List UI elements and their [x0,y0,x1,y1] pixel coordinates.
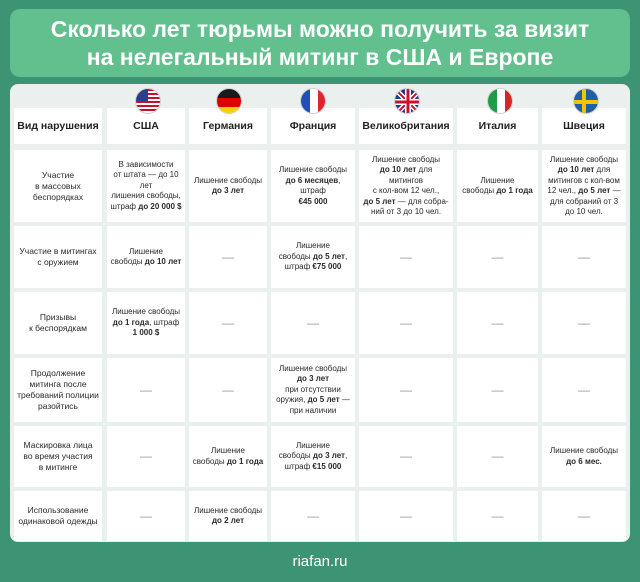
cell-text-line: митинга после [29,379,87,389]
penalty-cell [457,150,538,222]
cell-text-line: Лишение свободы [549,446,619,455]
empty-cell: — [189,292,267,354]
cell-text-line: Продолжение [30,368,86,378]
row-label [14,226,102,288]
empty-cell: — [457,292,538,354]
cell-text-line: штраф до 20 000 $ [110,201,182,211]
row-label [14,292,102,354]
sweden-flag-icon [573,88,599,114]
cell-text-line: свободы до 10 лет [110,257,182,266]
penalty-cell [189,150,267,222]
cell-text-line: Участие в митингах [19,246,97,256]
title-line-1: Сколько лет тюрьмы можно получить за визит [50,16,590,42]
uk-flag-icon [394,88,420,114]
cell-text-line: разойтись [38,401,78,411]
penalty-cell [107,226,185,288]
empty-cell: — [271,292,355,354]
cell-text-line: до 6 месяцев, штраф [285,175,341,195]
cell-text-line: свободы до 3 лет, [278,451,348,461]
source-footer: riafan.ru [292,553,348,570]
row-label [14,426,102,487]
header-country: Великобритания [359,108,453,144]
cell-text-line: Маскировка лица [23,440,93,450]
cell-text-line: с кол-вом 12 чел., [372,186,440,195]
cell-text-line: с оружием [37,257,79,267]
cell-text-line: в массовых [35,180,81,191]
penalty-cell [189,491,267,541]
cell-text-line: 1 000 $ [132,328,160,338]
empty-cell: — [542,491,626,541]
cell-text-line: Призывы [39,312,77,322]
empty-cell: — [107,426,185,487]
cell-text-line: требований полиции [17,390,99,400]
cell-text-line: до 6 мес. [566,456,602,466]
cell-text-line: до 10 лет для митингов [379,165,433,185]
cell-text-line: для собраний от 3 [549,196,619,206]
empty-cell: — [542,358,626,422]
cell-text-line: до 3 лет [296,374,330,384]
empty-cell: — [271,491,355,541]
cell-text-line: до 3 лет [211,186,245,195]
penalty-cell [107,292,185,354]
cell-text-line: Лишение свободы [549,154,619,164]
empty-cell: — [359,292,453,354]
france-flag-icon [300,88,326,114]
cell-text-line: от штата — до 10 лет [113,170,179,190]
cell-text-line: во время участия [23,451,93,461]
cell-text-line: Участие [41,169,75,180]
empty-cell: — [359,491,453,541]
cell-text-line: Лишение свободы [111,307,181,317]
cell-text-line: Лишение свободы [278,165,348,174]
cell-text-line: до 2 лет [211,516,245,525]
cell-text-line: Лишение [480,175,515,185]
cell-text-line: Лишение свободы [278,363,348,373]
cell-text-line: до 10 чел. [565,207,603,216]
cell-text-line: В зависимости [118,159,174,169]
cell-text-line: штраф €15 000 [284,461,342,471]
cell-text-line: Лишение [296,241,330,251]
title-line-2: на нелегальный митинг в США и Европе [86,44,554,70]
cell-text-line: Лишение свободы [193,505,263,515]
cell-text-line: в митинге [38,462,78,472]
empty-cell: — [359,226,453,288]
penalty-cell [542,426,626,487]
empty-cell: — [542,226,626,288]
empty-cell: — [359,426,453,487]
empty-cell: — [359,358,453,422]
header-country: Италия [457,108,538,144]
empty-cell: — [457,426,538,487]
us-flag-icon [135,88,161,114]
header-country: США [107,108,185,144]
italy-flag-icon [487,88,513,114]
cell-text-line: свободы до 1 года [462,186,533,195]
cell-text-line: при наличии [289,405,337,415]
row-label [14,358,102,422]
penalty-cell [107,150,185,222]
title-banner [10,9,630,77]
empty-cell: — [107,491,185,541]
cell-text-line: до 1 года, штраф [112,317,180,327]
cell-text-line: лишения свободы, [111,191,181,201]
empty-cell: — [189,358,267,422]
cell-text-line: одинаковой одежды [18,516,98,526]
cell-text-line: Лишение [211,446,245,455]
cell-text-line: до 5 лет — для собра- [363,196,449,206]
empty-cell: — [189,226,267,288]
germany-flag-icon [216,88,242,114]
cell-text-line: оружия, до 5 лет — [276,395,350,405]
cell-text-line: к беспорядкам [29,323,87,333]
empty-cell: — [457,358,538,422]
penalty-cell [271,150,355,222]
penalty-cell [189,426,267,487]
cell-text-line: ний от 3 до 10 чел. [370,207,442,216]
row-label [14,150,102,222]
cell-text-line: до 10 лет для [557,165,611,174]
header-country: Швеция [542,108,626,144]
cell-text-line: Лишение [129,246,163,256]
cell-text-line: свободы до 5 лет, [278,251,348,261]
header-country: Германия [189,108,267,144]
empty-cell: — [542,292,626,354]
penalty-cell [359,150,453,222]
empty-cell: — [107,358,185,422]
row-label [14,491,102,541]
empty-cell: — [457,226,538,288]
penalty-cell [271,226,355,288]
penalty-cell [271,358,355,422]
cell-text-line: штраф €75 000 [284,262,342,272]
cell-text-line: беспорядках [32,191,84,202]
cell-text-line: Лишение свободы [193,175,263,185]
cell-text-line: Использование [27,505,89,515]
header-country: Франция [271,108,355,144]
cell-text-line: €45 000 [298,196,328,206]
penalty-cell [271,426,355,487]
cell-text-line: при отсутствии [285,384,341,394]
cell-text-line: 12 чел., до 5 лет — [547,186,621,195]
cell-text-line: Лишение свободы [371,154,441,164]
penalty-cell [542,150,626,222]
header-violation-type: Вид нарушения [14,108,102,144]
cell-text-line: свободы до 1 года [192,456,264,466]
empty-cell: — [457,491,538,541]
cell-text-line: Лишение [296,440,330,450]
cell-text-line: митингов с кол-вом [548,175,620,185]
